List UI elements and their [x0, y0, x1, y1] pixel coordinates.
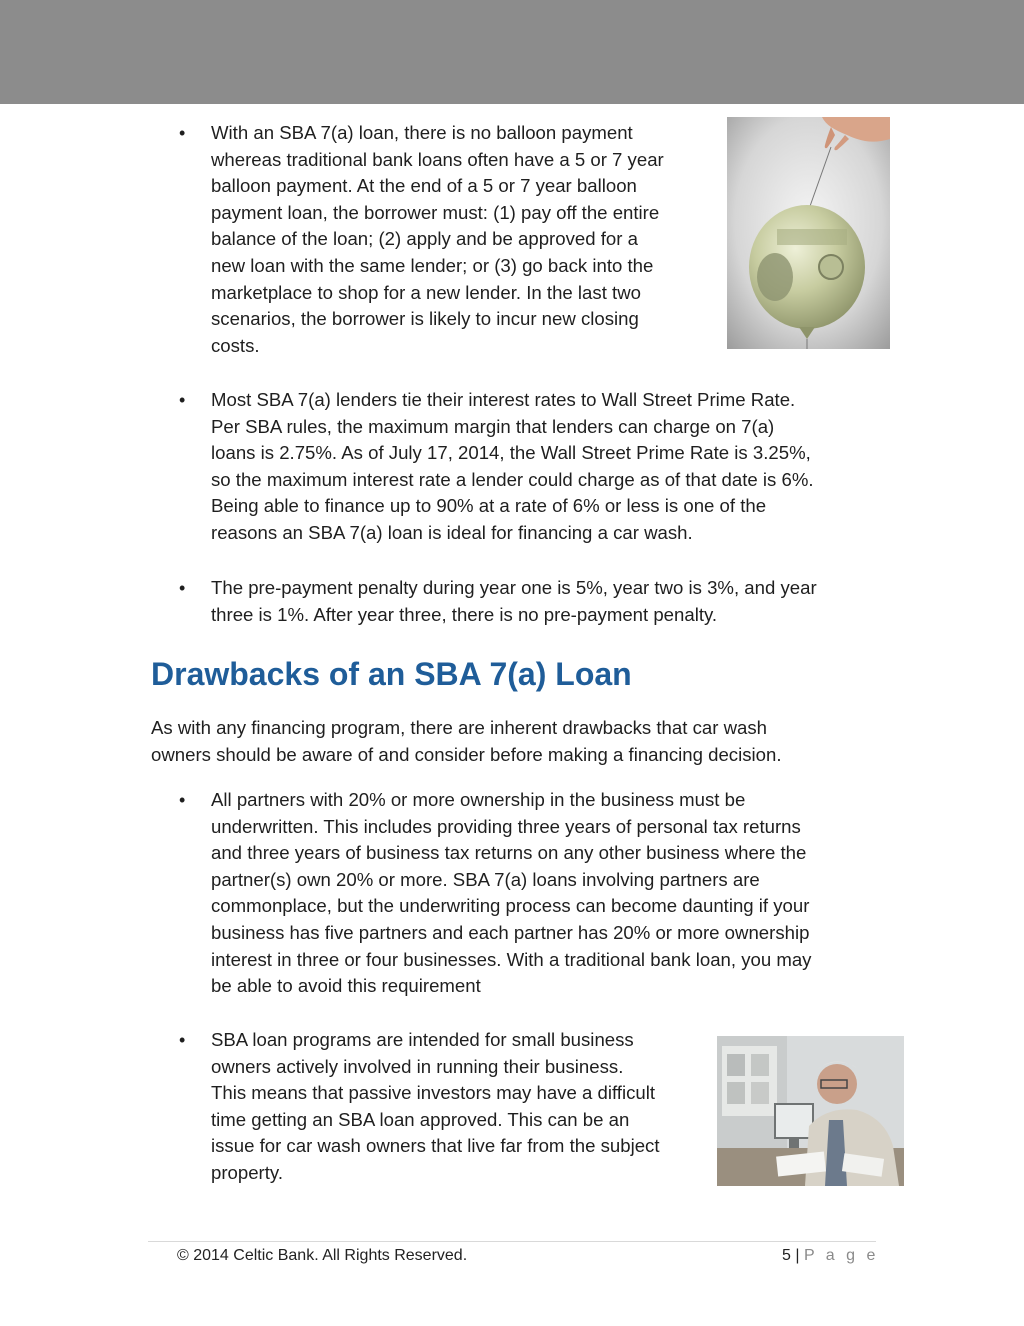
- text-line: reasons an SBA 7(a) loan is ideal for financing a car wash.: [211, 521, 693, 543]
- bullet-paragraph-active-owners: [211, 1027, 660, 1187]
- text-line: This means that passive investors may have a difficult: [211, 1082, 656, 1104]
- text-line: partner(s) own 20% or more. SBA 7(a) loans involving partners are: [211, 868, 760, 890]
- text-line: Per SBA rules, the maximum margin that lenders can charge on 7(a): [211, 415, 775, 437]
- text-line: Being able to finance up to 90% at a rate of 6% or less is one of the: [211, 495, 767, 517]
- header-band: [0, 0, 1024, 104]
- bullet-marker: •: [179, 578, 186, 598]
- money-balloon-photo: [727, 117, 890, 349]
- text-line: three is 1%. After year three, there is no pre-payment penalty.: [211, 603, 718, 625]
- text-line: whereas traditional bank loans often have a 5 or 7 year: [211, 148, 664, 170]
- text-line: so the maximum interest rate a lender could charge as of that date is 6%.: [211, 468, 814, 490]
- bullet-marker: •: [179, 123, 186, 143]
- footer-page-indicator: [782, 1244, 879, 1268]
- text-line: With an SBA 7(a) loan, there is no balloon payment: [211, 122, 633, 143]
- bullet-marker: •: [179, 390, 186, 410]
- footer-divider: [148, 1241, 876, 1242]
- text-line: As with any financing program, there are inherent drawbacks that car wash: [151, 717, 767, 738]
- text-line: and three years of business tax returns on any other business where the: [211, 842, 807, 864]
- page-separator: |: [795, 1247, 800, 1264]
- text-line: scenarios, the borrower is likely to incur new closing: [211, 308, 639, 330]
- text-line: owners should be aware of and consider before making a financing decision.: [151, 743, 782, 765]
- text-line: The pre-payment penalty during year one is 5%, year two is 3%, and year: [211, 577, 817, 598]
- bullet-paragraph-partners: [211, 787, 811, 1000]
- text-line: property.: [211, 1161, 283, 1183]
- bullet-marker: •: [179, 1030, 186, 1050]
- bullet-paragraph-prepayment: [211, 575, 817, 628]
- bullet-paragraph-balloon: [211, 120, 664, 359]
- text-line: balloon payment. At the end of a 5 or 7 year balloon: [211, 175, 637, 197]
- text-line: marketplace to shop for a new lender. In the last two: [211, 281, 641, 303]
- text-line: owners actively involved in running their business.: [211, 1055, 624, 1077]
- section-heading: Drawbacks of an SBA 7(a) Loan: [151, 656, 632, 692]
- text-line: costs.: [211, 334, 260, 356]
- text-line: payment loan, the borrower must: (1) pay off the entire: [211, 201, 660, 223]
- text-line: issue for car wash owners that live far from the subject: [211, 1135, 660, 1157]
- bullet-marker: •: [179, 790, 186, 810]
- text-line: SBA loan programs are intended for small business: [211, 1029, 634, 1050]
- text-line: business has five partners and each partner has 20% or more ownership: [211, 921, 810, 943]
- text-line: time getting an SBA loan approved. This can be an: [211, 1108, 630, 1130]
- text-line: Most SBA 7(a) lenders tie their interest rates to Wall Street Prime Rate.: [211, 389, 796, 410]
- text-line: underwritten. This includes providing three years of personal tax returns: [211, 815, 801, 837]
- text-line: All partners with 20% or more ownership in the business must be: [211, 789, 746, 810]
- page-number: 5: [782, 1247, 791, 1264]
- text-line: balance of the loan; (2) apply and be approved for a: [211, 228, 638, 250]
- text-line: loans is 2.75%. As of July 17, 2014, the Wall Street Prime Rate is 3.25%,: [211, 442, 811, 464]
- footer-copyright: © 2014 Celtic Bank. All Rights Reserved.: [177, 1247, 468, 1264]
- text-line: commonplace, but the underwriting process can become daunting if your: [211, 895, 810, 917]
- text-line: new loan with the same lender; or (3) go back into the: [211, 254, 654, 276]
- text-line: interest in three or four businesses. With a traditional bank loan, you may: [211, 948, 812, 970]
- office-worker-photo: [717, 1036, 904, 1186]
- page-label: P a g e: [803, 1247, 879, 1264]
- bullet-paragraph-interest-rates: [211, 387, 814, 547]
- text-line: be able to avoid this requirement: [211, 975, 481, 997]
- intro-paragraph: [151, 715, 782, 768]
